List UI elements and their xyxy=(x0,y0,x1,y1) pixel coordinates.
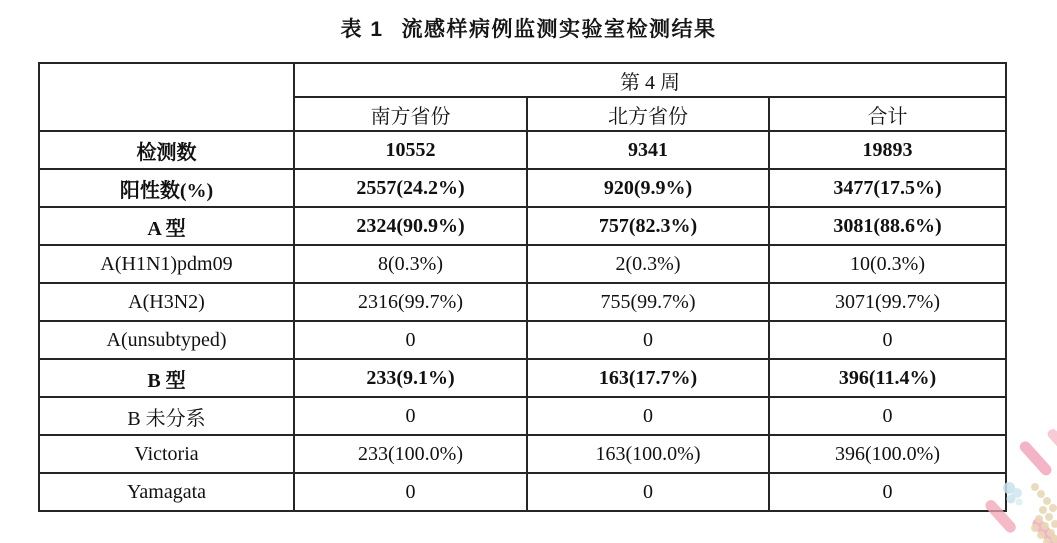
corner-cell xyxy=(39,63,294,131)
table-number-label: 表 1 xyxy=(340,18,384,41)
table-row xyxy=(39,283,1006,321)
cell-value: 3081(88.6%) xyxy=(769,207,1006,245)
cell-value: 233(9.1%) xyxy=(294,359,527,397)
row-label: A(unsubtyped) xyxy=(39,321,294,359)
table-row xyxy=(39,435,1006,473)
table-row xyxy=(39,473,1006,511)
cell-value: 19893 xyxy=(769,131,1006,169)
table-row xyxy=(39,397,1006,435)
table-title-text: 流感样病例监测实验室检测结果 xyxy=(401,18,717,41)
row-label: A 型 xyxy=(39,207,294,245)
cell-value: 2(0.3%) xyxy=(527,245,769,283)
cell-value: 0 xyxy=(294,473,527,511)
cell-value: 396(11.4%) xyxy=(769,359,1006,397)
row-label: Victoria xyxy=(39,435,294,473)
cell-value: 755(99.7%) xyxy=(527,283,769,321)
row-label: Yamagata xyxy=(39,473,294,511)
table-row xyxy=(39,169,1006,207)
cell-value: 0 xyxy=(769,321,1006,359)
cell-value: 0 xyxy=(527,473,769,511)
cell-value: 2324(90.9%) xyxy=(294,207,527,245)
cell-value: 10552 xyxy=(294,131,527,169)
table-row xyxy=(39,359,1006,397)
table-row xyxy=(39,321,1006,359)
table-row xyxy=(39,131,1006,169)
header-row-week xyxy=(39,63,1006,97)
row-label: 阳性数(%) xyxy=(39,169,294,207)
cell-value: 0 xyxy=(527,397,769,435)
cell-value: 2557(24.2%) xyxy=(294,169,527,207)
cell-value: 0 xyxy=(769,473,1006,511)
cell-value: 920(9.9%) xyxy=(527,169,769,207)
cell-value: 10(0.3%) xyxy=(769,245,1006,283)
cell-value: 0 xyxy=(769,397,1006,435)
week-header-cell: 第 4 周 xyxy=(294,63,1006,97)
page-title xyxy=(0,13,1057,43)
cell-value: 2316(99.7%) xyxy=(294,283,527,321)
row-label: A(H3N2) xyxy=(39,283,294,321)
column-header-south: 南方省份 xyxy=(294,97,527,131)
column-header-total: 合计 xyxy=(769,97,1006,131)
cell-value: 757(82.3%) xyxy=(527,207,769,245)
cell-value: 3477(17.5%) xyxy=(769,169,1006,207)
cell-value: 0 xyxy=(294,321,527,359)
cell-value: 3071(99.7%) xyxy=(769,283,1006,321)
row-label: A(H1N1)pdm09 xyxy=(39,245,294,283)
row-label: B 型 xyxy=(39,359,294,397)
table-row xyxy=(39,207,1006,245)
cell-value: 8(0.3%) xyxy=(294,245,527,283)
cell-value: 163(17.7%) xyxy=(527,359,769,397)
results-table xyxy=(38,62,1007,512)
cell-value: 0 xyxy=(527,321,769,359)
cell-value: 163(100.0%) xyxy=(527,435,769,473)
cell-value: 0 xyxy=(294,397,527,435)
cell-value: 233(100.0%) xyxy=(294,435,527,473)
table-row xyxy=(39,245,1006,283)
cell-value: 396(100.0%) xyxy=(769,435,1006,473)
row-label: B 未分系 xyxy=(39,397,294,435)
row-label: 检测数 xyxy=(39,131,294,169)
column-header-north: 北方省份 xyxy=(527,97,769,131)
cell-value: 9341 xyxy=(527,131,769,169)
